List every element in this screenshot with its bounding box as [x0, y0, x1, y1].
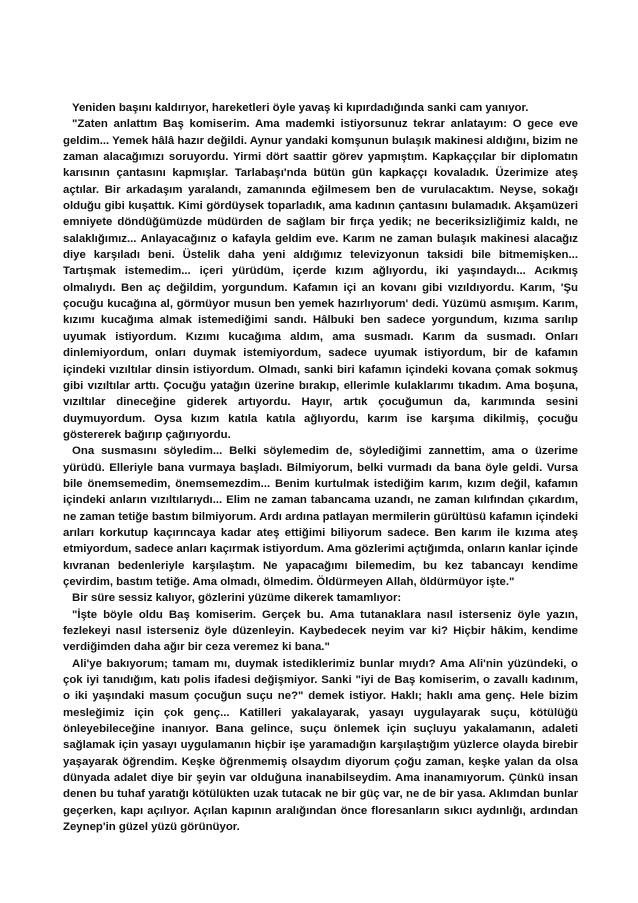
paragraph: "Zaten anlattım Baş komiserim. Ama mademki istiyorsunuz tekrar anlatayım: O gece eve geldim... Yemek hâlâ hazır değildi. Aynur yandaki komşunun bulaşık makinesi aldığını, bizim ne zaman alacağımızı soruyordu. Yirmi dört saattir görev yapmıştım. Kapkaççılar bir diplomatın karısının çantasını kapmışlar. Tarlabaşı'nda bütün gün kapkaççı kovaladık. Üzerimize ateş açtılar. Bir arkadaşım yaralandı, zamanında eğilmesem ben de vurulacaktım. Neyse, sokağı olduğu gibi kuşattık. Kimi gördüysek toparladık, ama kadının çantasını bulamadık. Akşamüzeri emniyete döndüğümüzde müdürden de sağlam bir fırça yedik; ne beceriksizliğimiz kaldı, ne salaklığımız... Anlayacağınız o kafayla geldim eve. Karım ne zaman bulaşık makinesi alacağız diye karşıladı beni. Üstelik daha yeni aldığımız televizyonun taksidi bile bitmemişken... Tartışmak istemedim... içeri yürüdüm, içerde kızım ağlıyordu, iki yaşındaydı... Acıkmış olmalıydı. Ben aç değildim, yorgundum. Kafamın içi an kovanı gibi vızıldıyordu. Karım, 'Şu çocuğu kucağına al, görmüyor musun ben yemek hazırlıyorum' dedi. Yüzümü asmışım. Karım, kızımı kucağıma almak istemediğimi sandı. Hâlbuki ben sadece yorgundum, kızıma sarılıp uyumak istiyordum. Kızımı kucağıma aldım, ama susmadı. Karım da susmadı. Onları dinlemiyordum, onları duymak istemiyordum, sadece uyumak istiyordum, bir de kafamın içindeki vızıltılar dinsin istiyordum. Olmadı, sanki biri kafamın içindeki kovana çomak sokmuş gibi vızıltılar arttı. Çocuğu yatağın üzerine bırakıp, ellerimle kulaklarımı tıkadım. Ama boşuna, vızıltılar dineceğine giderek artıyordu. Hayır, artık çocuğumun da, karımında sesini duymuyordum. Oysa kızım katıla katıla ağlıyordu, karım ise karşıma dikilmiş, çocuğu göstererek bağırıp çağırıyordu.	[63, 118, 578, 441]
paragraph: Yeniden başını kaldırıyor, hareketleri öyle yavaş ki kıpırdadığında sanki cam yanıyor.	[72, 102, 529, 114]
paragraph: Ali'ye bakıyorum; tamam mı, duymak istediklerimiz bunlar mıydı? Ama Ali'nin yüzündeki, o çok iyi tanıdığım, katı polis ifadesi değişmiyor. Sanki "iyi de Baş komiserim, o zavallı kadınım, o iki yaşındaki masum çocuğun suçu ne?" demek istiyor. Haklı; haklı ama genç. Hele bizim mesleğimiz için çok genç... Katilleri yakalayarak, yasayı uygulayarak suçu, kötülüğü önleyebileceğine inanıyor. Bana gelince, suçu önlemek için suçluyu yakalamanın, adaleti sağlamak için yasayı uygulamanın hiçbir işe yaramadığın karşılaştığım yüzlerce olayda birebir yaşayarak öğrendim. Keşke öğrenmemiş olsaydım diyorum çoğu zaman, keşke yalan da olsa dünyada adalet diye bir şeyin var olduğuna inanabilseydim. Ama inanamıyorum. Çünkü insan denen bu tuhaf yaratığı kötülükten uzak tutacak ne bir güç var, ne de bir yasa. Aklımdan bunlar geçerken, kapı açılıyor. Açılan kapının aralığından önce floresanların sıkıcı aydınlığı, ardından Zeynep'in güzel yüzü görünüyor.	[63, 657, 578, 834]
paragraph: Ona susmasını söyledim... Belki söylemedim de, söylediğimi zannettim, ama o üzerime yürüdü. Elleriyle bana vurmaya başladı. Bilmiyorum, belki vurmadı da bana öyle geldi. Vursa bile önemsemedim, önemsemezdim... Benim kurtulmak istediğim karım, kızım değil, kafamın içindeki anların vızıltılarıydı... Elim ne zaman tabancama uzandı, ne zaman kılıfından çıkardım, ne zaman tetiğe bastım bilmiyorum. Ardı ardına patlayan mermilerin gürültüsü kafamın içindeki arıları korkutup kaçırıncaya kadar ateş ettiğimi biliyorum sadece. Ben karım ile kızıma ateş etmiyordum, sadece anları kaçırmak istiyordum. Ama gözlerimi açtığımda, onların kanlar içinde kıvranan bedenleriyle karşılaştım. Ne yapacağımı bilemedim, bu kez tabancayı kendime çevirdim, bastım tetiğe. Ama olmadı, ölmedim. Öldürmeyen Allah, öldürmüyor işte."	[63, 445, 578, 588]
document-page	[63, 100, 578, 835]
paragraph: Bir süre sessiz kalıyor, gözlerini yüzüme dikerek tamamlıyor:	[72, 592, 402, 605]
paragraph: "İşte böyle oldu Baş komiserim. Gerçek bu. Ama tutanaklara nasıl isterseniz öyle yazın, fezlekeyi nasıl isterseniz öyle düzenleyin. Kaybedecek neyim var ki? Hiçbir hâkim, kendime verdiğimden daha ağır bir ceza veremez ki bana."	[63, 608, 578, 654]
